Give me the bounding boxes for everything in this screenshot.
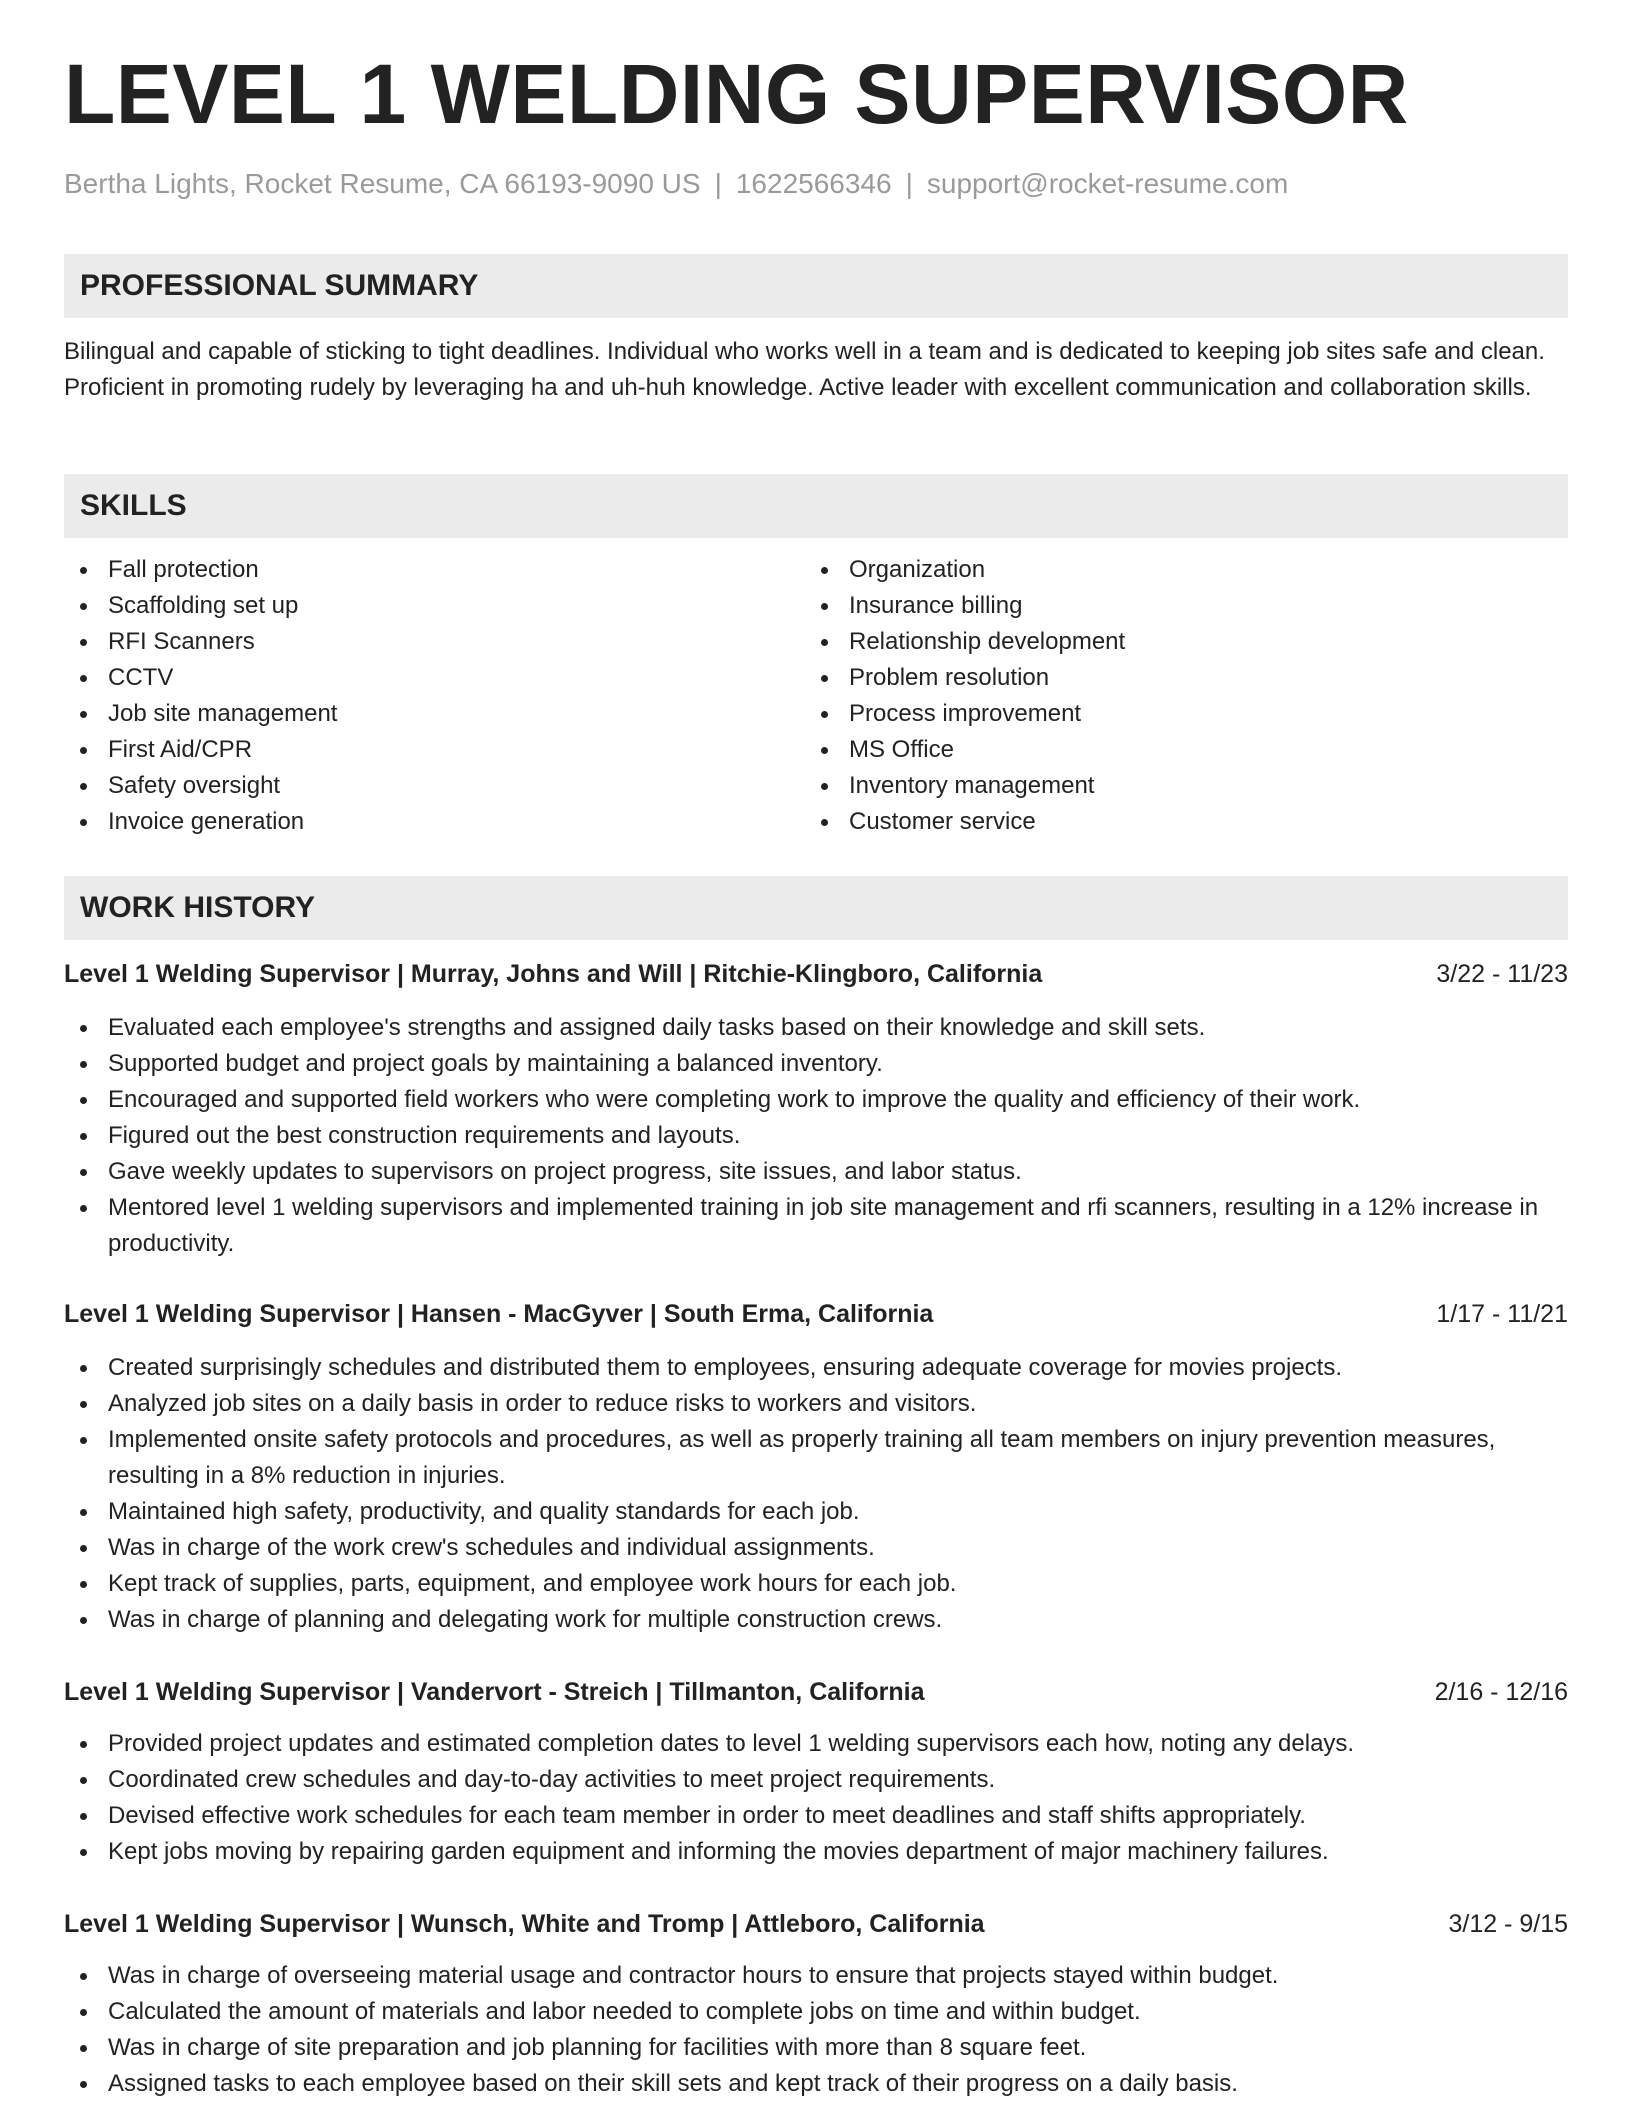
skills-list-right <box>805 552 1565 840</box>
section-header-skills <box>64 474 1568 538</box>
job-dates: 1/17 - 11/21 <box>1436 1300 1568 1328</box>
job-title: Level 1 Welding Supervisor | Vandervort - Streich | Tillmanton, California <box>64 1678 925 1706</box>
job-bullet: Devised effective work schedules for each team member in order to meet deadlines and staff shifts appropriately. <box>64 1798 1568 1834</box>
job-dates: 3/12 - 9/15 <box>1448 1910 1568 1938</box>
job-header <box>64 1674 1568 1710</box>
job-bullet: Implemented onsite safety protocols and procedures, as well as properly training all team members on injury prevention measures, resulting in a 8% reduction in injuries. <box>64 1422 1568 1494</box>
job-bullets <box>64 1010 1568 1262</box>
skill-item: Customer service <box>805 804 1565 840</box>
job-bullet: Assigned tasks to each employee based on their skill sets and kept track of their progress on a daily basis. <box>64 2066 1568 2102</box>
job-bullet: Mentored level 1 welding supervisors and implemented training in job site management and rfi scanners, resulting in a 12% increase in productivity. <box>64 1190 1568 1262</box>
job-title: Level 1 Welding Supervisor | Hansen - MacGyver | South Erma, California <box>64 1300 934 1328</box>
section-header-work-history <box>64 876 1568 940</box>
contact-separator: | <box>905 168 913 199</box>
skill-item: Relationship development <box>805 624 1565 660</box>
skill-item: Job site management <box>64 696 764 732</box>
job-bullets <box>64 1350 1568 1638</box>
skill-item: Problem resolution <box>805 660 1565 696</box>
section-header-summary <box>64 254 1568 318</box>
job-bullet: Supported budget and project goals by maintaining a balanced inventory. <box>64 1046 1568 1082</box>
job-bullet: Encouraged and supported field workers who were completing work to improve the quality and efficiency of their work. <box>64 1082 1568 1118</box>
skill-item: Safety oversight <box>64 768 764 804</box>
job-bullet: Coordinated crew schedules and day-to-day activities to meet project requirements. <box>64 1762 1568 1798</box>
job-bullet: Kept track of supplies, parts, equipment, and employee work hours for each job. <box>64 1566 1568 1602</box>
job-bullet: Maintained high safety, productivity, and quality standards for each job. <box>64 1494 1568 1530</box>
job-title: Level 1 Welding Supervisor | Murray, Johns and Will | Ritchie-Klingboro, California <box>64 960 1043 988</box>
section-title: SKILLS <box>80 489 187 522</box>
job-bullet: Calculated the amount of materials and labor needed to complete jobs on time and within budget. <box>64 1994 1568 2030</box>
job-bullet: Provided project updates and estimated completion dates to level 1 welding supervisors each how, noting any delays. <box>64 1726 1568 1762</box>
skill-item: Scaffolding set up <box>64 588 764 624</box>
skill-item: Invoice generation <box>64 804 764 840</box>
job-bullet: Evaluated each employee's strengths and assigned daily tasks based on their knowledge and skill sets. <box>64 1010 1568 1046</box>
job-bullet: Was in charge of the work crew's schedules and individual assignments. <box>64 1530 1568 1566</box>
job-bullet: Created surprisingly schedules and distributed them to employees, ensuring adequate coverage for movies projects. <box>64 1350 1568 1386</box>
section-title: WORK HISTORY <box>80 891 316 924</box>
job-header <box>64 956 1568 992</box>
section-title: PROFESSIONAL SUMMARY <box>80 269 479 302</box>
contact-email[interactable]: support@rocket-resume.com <box>926 168 1289 199</box>
contact-separator: | <box>714 168 722 199</box>
skill-item: CCTV <box>64 660 764 696</box>
page-title: LEVEL 1 WELDING SUPERVISOR <box>64 47 1409 141</box>
skill-item: Process improvement <box>805 696 1565 732</box>
skill-item: MS Office <box>805 732 1565 768</box>
job-bullet: Was in charge of overseeing material usage and contractor hours to ensure that projects stayed within budget. <box>64 1958 1568 1994</box>
contact-address: Bertha Lights, Rocket Resume, CA 66193-9090 US <box>64 168 701 199</box>
job-bullet: Was in charge of site preparation and job planning for facilities with more than 8 square feet. <box>64 2030 1568 2066</box>
job-title: Level 1 Welding Supervisor | Wunsch, White and Tromp | Attleboro, California <box>64 1910 985 1938</box>
job-bullets <box>64 1726 1568 1870</box>
job-bullet: Analyzed job sites on a daily basis in order to reduce risks to workers and visitors. <box>64 1386 1568 1422</box>
job-bullet: Kept jobs moving by repairing garden equipment and informing the movies department of major machinery failures. <box>64 1834 1568 1870</box>
skill-item: RFI Scanners <box>64 624 764 660</box>
summary-text: Bilingual and capable of sticking to tight deadlines. Individual who works well in a team and is dedicated to keeping job sites safe and clean. Proficient in promoting rudely by leveraging ha and uh-huh knowledge. Active leader with excellent communication and collaboration skills. <box>64 338 1545 401</box>
job-bullets <box>64 1958 1568 2102</box>
skill-item: Organization <box>805 552 1565 588</box>
job-bullet: Was in charge of planning and delegating work for multiple construction crews. <box>64 1602 1568 1638</box>
contact-phone: 1622566346 <box>735 168 892 199</box>
skill-item: First Aid/CPR <box>64 732 764 768</box>
job-header <box>64 1906 1568 1942</box>
skills-list-left <box>64 552 764 840</box>
job-bullet: Gave weekly updates to supervisors on project progress, site issues, and labor status. <box>64 1154 1568 1190</box>
skill-item: Insurance billing <box>805 588 1565 624</box>
job-header <box>64 1296 1568 1332</box>
contact-line <box>64 168 1288 200</box>
skill-item: Fall protection <box>64 552 764 588</box>
job-bullet: Figured out the best construction requirements and layouts. <box>64 1118 1568 1154</box>
skill-item: Inventory management <box>805 768 1565 804</box>
job-dates: 3/22 - 11/23 <box>1436 960 1568 988</box>
job-dates: 2/16 - 12/16 <box>1434 1678 1568 1706</box>
